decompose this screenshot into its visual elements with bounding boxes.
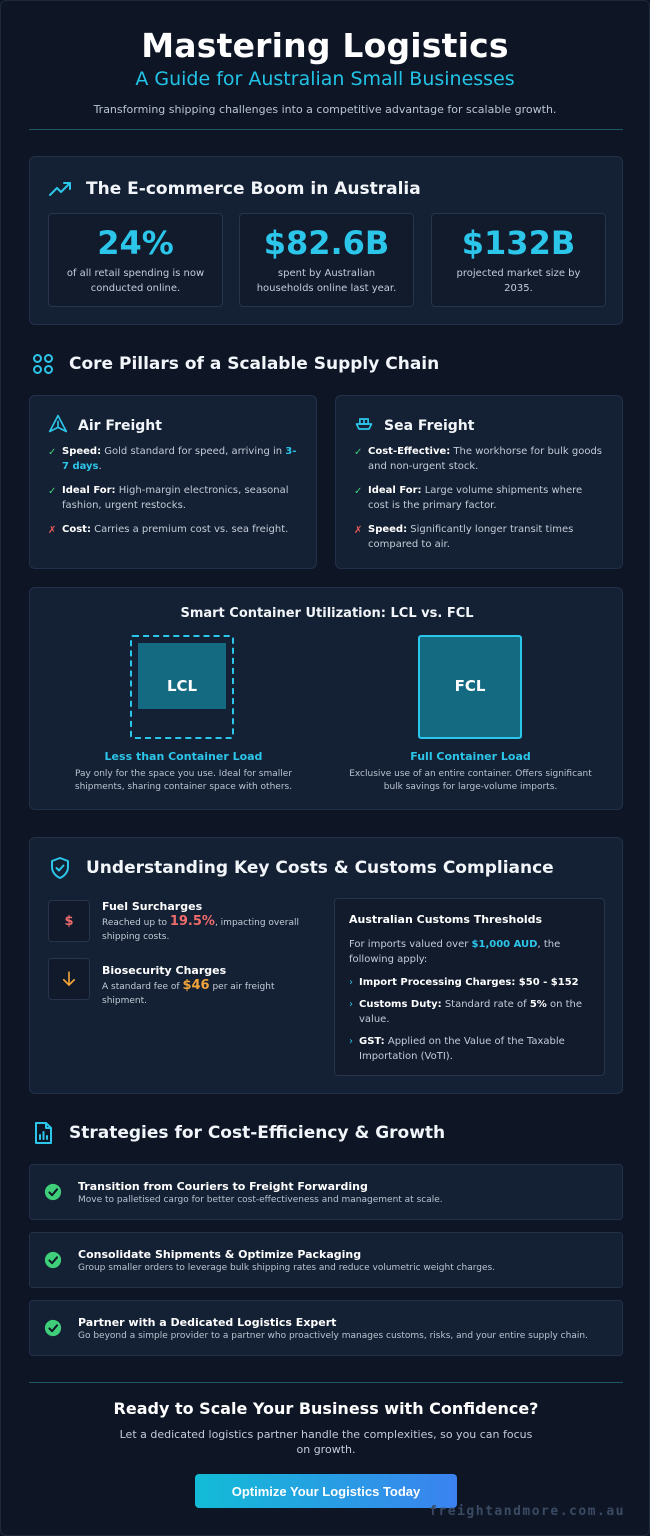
item-text: Applied on the Value of the Taxable Importation (VoTI). (359, 1036, 565, 1062)
customs-post: , the following apply: (349, 939, 561, 965)
page-description: Transforming shipping challenges into a competitive advantage for scalable growth. (93, 103, 557, 116)
item-label: Ideal For: (368, 485, 422, 496)
report-icon (31, 1121, 55, 1145)
item-text: High-margin electronics, seasonal fashion, urgent restocks. (62, 485, 289, 511)
air-freight-title: Air Freight (78, 418, 162, 434)
fuel-post: , impacting overall shipping costs. (102, 918, 300, 942)
customs-item (349, 1034, 594, 1064)
list-item (354, 483, 606, 513)
stat-label: spent by Australian households online last year. (256, 268, 397, 294)
strategies-header (31, 1121, 445, 1145)
strategy-description: Go beyond a simple provider to a partner who proactively manages customs, risks, and your entire supply chain. (78, 1331, 588, 1341)
watermark: freightandmore.com.au (429, 1504, 625, 1519)
customs-description (349, 937, 594, 967)
customs-title: Australian Customs Thresholds (349, 913, 543, 926)
item-label: Cost-Effective: (368, 446, 451, 457)
pillars-header (31, 352, 439, 376)
dollar-glyph: $ (64, 913, 74, 929)
arrow-down-icon (48, 958, 90, 1000)
strategy-title: Partner with a Dedicated Logistics Expert (78, 1316, 337, 1329)
check-circle-icon (44, 1319, 62, 1341)
page-header (1, 1, 649, 116)
fcl-container (418, 635, 522, 739)
stat-value: $82.6B (263, 224, 390, 262)
fuel-title: Fuel Surcharges (102, 900, 203, 913)
cross-icon: ✗ (48, 525, 57, 536)
sea-freight-title: Sea Freight (384, 418, 475, 434)
ship-icon (354, 414, 374, 438)
item-text: Gold standard for speed, arriving in (101, 446, 286, 457)
page-title: Mastering Logistics (141, 26, 509, 65)
item-text: The workhorse for bulk goods and non-urgent stock. (368, 446, 603, 472)
ecommerce-header (48, 177, 421, 201)
fuel-pre: Reached up to (102, 918, 170, 928)
footer-divider (29, 1382, 623, 1383)
strategy-title: Consolidate Shipments & Optimize Packaging (78, 1248, 362, 1261)
fuel-value: 19.5% (169, 914, 215, 929)
list-item (354, 522, 606, 552)
air-freight-header (48, 414, 162, 438)
lcl-description: Pay only for the space you use. Ideal for smaller shipments, sharing container space with others. (74, 769, 293, 792)
stat-value: 24% (97, 224, 174, 262)
customs-pre: For imports valued over (349, 939, 472, 950)
strategy-title: Transition from Couriers to Freight Forwarding (78, 1180, 368, 1193)
optimize-logistics-button[interactable]: Optimize Your Logistics Today (195, 1474, 457, 1508)
grid-icon (31, 352, 55, 376)
item-tail: . (98, 461, 102, 472)
chevron-right-icon: › (349, 999, 353, 1010)
lcl-container-fill (138, 643, 226, 709)
header-divider (29, 129, 623, 130)
item-label: Speed: (62, 446, 102, 457)
strategy-item (29, 1232, 623, 1288)
customs-value: $1,000 AUD (471, 939, 538, 950)
item-text: Significantly longer transit times compared to air. (368, 524, 574, 550)
stat-label: projected market size by 2035. (456, 268, 581, 294)
section-title: Core Pillars of a Scalable Supply Chain (69, 354, 440, 374)
sea-freight-header (354, 414, 474, 438)
ecommerce-section (29, 156, 623, 325)
stat-value: $132B (461, 224, 576, 262)
item-label: Speed: (368, 524, 408, 535)
section-title: Understanding Key Costs & Customs Compliance (86, 858, 554, 878)
stat-card (239, 213, 414, 307)
bio-value: $46 (182, 978, 210, 993)
stat-label: of all retail spending is now conducted online. (66, 268, 205, 294)
check-icon: ✓ (48, 447, 57, 458)
item-text: Standard rate of (441, 999, 530, 1010)
lcl-container-outline (130, 635, 234, 739)
fcl-description: Exclusive use of an entire container. Offers significant bulk savings for large-volume imports. (349, 769, 592, 792)
container-title: Smart Container Utilization: LCL vs. FCL (180, 606, 474, 621)
check-icon: ✓ (354, 447, 363, 458)
strategy-item (29, 1300, 623, 1356)
container-section (29, 587, 623, 810)
bio-post: per air freight shipment. (102, 982, 275, 1006)
customs-item (349, 975, 594, 990)
shield-check-icon (48, 856, 72, 880)
list-item (354, 444, 606, 474)
cta-description: Let a dedicated logistics partner handle the complexities, so you can focus on growth. (119, 1428, 533, 1456)
item-text: Large volume shipments where cost is the primary factor. (368, 485, 583, 511)
item-label: Import Processing Charges: $50 - $152 (359, 977, 579, 988)
sea-freight-card (335, 395, 623, 569)
page-subtitle: A Guide for Australian Small Businesses (135, 68, 515, 90)
strategy-description: Group smaller orders to leverage bulk shipping rates and reduce volumetric weight charges. (78, 1263, 496, 1273)
item-label: GST: (359, 1036, 385, 1047)
cross-icon: ✗ (354, 525, 363, 536)
section-title: Strategies for Cost-Efficiency & Growth (69, 1123, 446, 1143)
list-item (48, 483, 300, 513)
list-item (48, 522, 300, 537)
strategy-description: Move to palletised cargo for better cost-effectiveness and management at scale. (78, 1195, 443, 1205)
cta-title: Ready to Scale Your Business with Confidence? (113, 1399, 539, 1418)
check-circle-icon (44, 1183, 62, 1205)
chevron-right-icon: › (349, 1036, 353, 1047)
lcl-name: Less than Container Load (104, 750, 263, 763)
item-label: Ideal For: (62, 485, 116, 496)
chevron-right-icon: › (349, 977, 353, 988)
air-freight-card (29, 395, 317, 569)
check-icon: ✓ (48, 486, 57, 497)
item-label: Customs Duty: (359, 999, 442, 1010)
bio-pre: A standard fee of (102, 982, 183, 992)
item-bold: 5% (529, 999, 547, 1010)
bio-description (102, 979, 322, 1008)
fuel-description (102, 915, 322, 944)
fcl-box-label: FCL (454, 677, 486, 695)
section-title: The E-commerce Boom in Australia (86, 179, 421, 199)
check-icon: ✓ (354, 486, 363, 497)
item-tail: on the value. (359, 999, 583, 1025)
lcl-box-label: LCL (166, 677, 198, 695)
costs-header (48, 856, 554, 880)
dollar-icon (48, 900, 90, 942)
item-label: Cost: (62, 524, 91, 535)
bio-title: Biosecurity Charges (102, 964, 227, 977)
customs-box (334, 898, 605, 1076)
stat-card (431, 213, 606, 307)
trending-up-icon (48, 177, 72, 201)
strategy-item (29, 1164, 623, 1220)
item-highlight: 3-7 days (62, 446, 297, 472)
customs-item (349, 997, 594, 1027)
airplane-icon (48, 414, 68, 438)
list-item (48, 444, 300, 474)
costs-section (29, 837, 623, 1094)
item-text: Carries a premium cost vs. sea freight. (90, 524, 289, 535)
check-circle-icon (44, 1251, 62, 1273)
fcl-name: Full Container Load (410, 750, 531, 763)
stat-card (48, 213, 223, 307)
